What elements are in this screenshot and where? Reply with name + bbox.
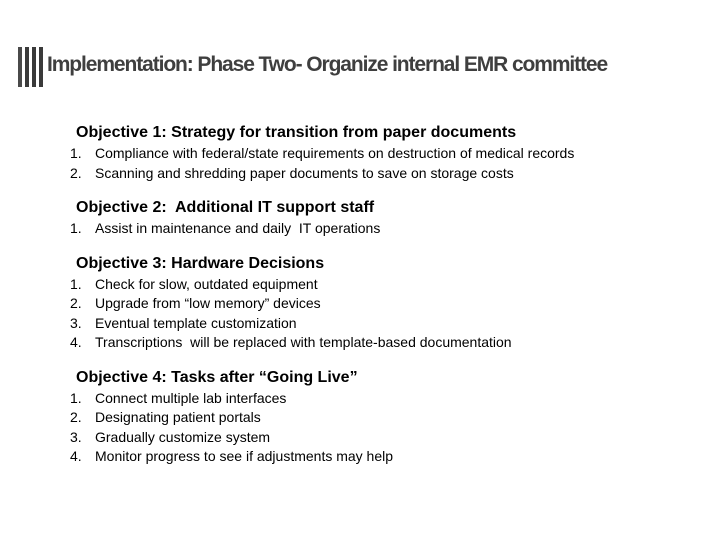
marker-bar (18, 47, 22, 87)
item-text: Compliance with federal/state requirements on destruction of medical records (95, 145, 575, 161)
list-item (70, 428, 696, 448)
list-item (70, 447, 696, 467)
marker-bar (39, 47, 43, 87)
list-item (70, 314, 696, 334)
item-number: 1. (70, 145, 82, 161)
item-text: Check for slow, outdated equipment (95, 275, 318, 292)
objective-heading: Objective 2: Additional IT support staff (76, 199, 375, 216)
objective-2 (70, 197, 696, 239)
item-number: 2. (70, 164, 82, 181)
objective-3 (70, 253, 696, 353)
item-text: Designating patient portals (95, 409, 261, 425)
item-text: Upgrade from “low memory” devices (95, 295, 321, 311)
slide-content (70, 122, 696, 481)
item-text: Transcriptions will be replaced with template-based documentation (95, 334, 512, 350)
list-item (70, 294, 696, 314)
item-text: Gradually customize system (95, 428, 271, 445)
slide-title: Implementation: Phase Two- Organize internal EMR committee (47, 53, 608, 76)
marker-bar (32, 47, 36, 87)
objective-heading: Objective 3: Hardware Decisions (76, 254, 325, 272)
item-number: 3. (70, 428, 82, 445)
objective-list (70, 219, 696, 239)
list-item (70, 144, 696, 164)
objective-list (70, 389, 696, 467)
item-text: Eventual template customization (95, 314, 297, 331)
item-number: 1. (70, 389, 82, 406)
item-text: Scanning and shredding paper documents to save on storage costs (95, 164, 514, 181)
objective-list (70, 144, 696, 183)
item-number: 1. (70, 275, 82, 292)
list-item (70, 219, 696, 239)
list-item (70, 164, 696, 184)
item-text: Connect multiple lab interfaces (95, 389, 287, 406)
item-text: Monitor progress to see if adjustments may help (95, 448, 394, 464)
item-number: 2. (70, 409, 82, 425)
list-item (70, 408, 696, 428)
vertical-bars-icon (18, 47, 44, 87)
item-number: 1. (70, 220, 82, 236)
objective-heading: Objective 4: Tasks after “Going Live” (76, 368, 358, 386)
item-number: 4. (70, 334, 82, 350)
list-item (70, 333, 696, 353)
objective-list (70, 275, 696, 353)
objective-1 (70, 122, 696, 183)
item-text: Assist in maintenance and daily IT operations (95, 220, 381, 236)
objective-heading: Objective 1: Strategy for transition from paper documents (76, 124, 517, 141)
item-number: 2. (70, 295, 82, 311)
list-item (70, 275, 696, 295)
marker-bar (25, 47, 29, 87)
item-number: 3. (70, 314, 82, 331)
list-item (70, 389, 696, 409)
objective-4 (70, 367, 696, 467)
item-number: 4. (70, 448, 82, 464)
